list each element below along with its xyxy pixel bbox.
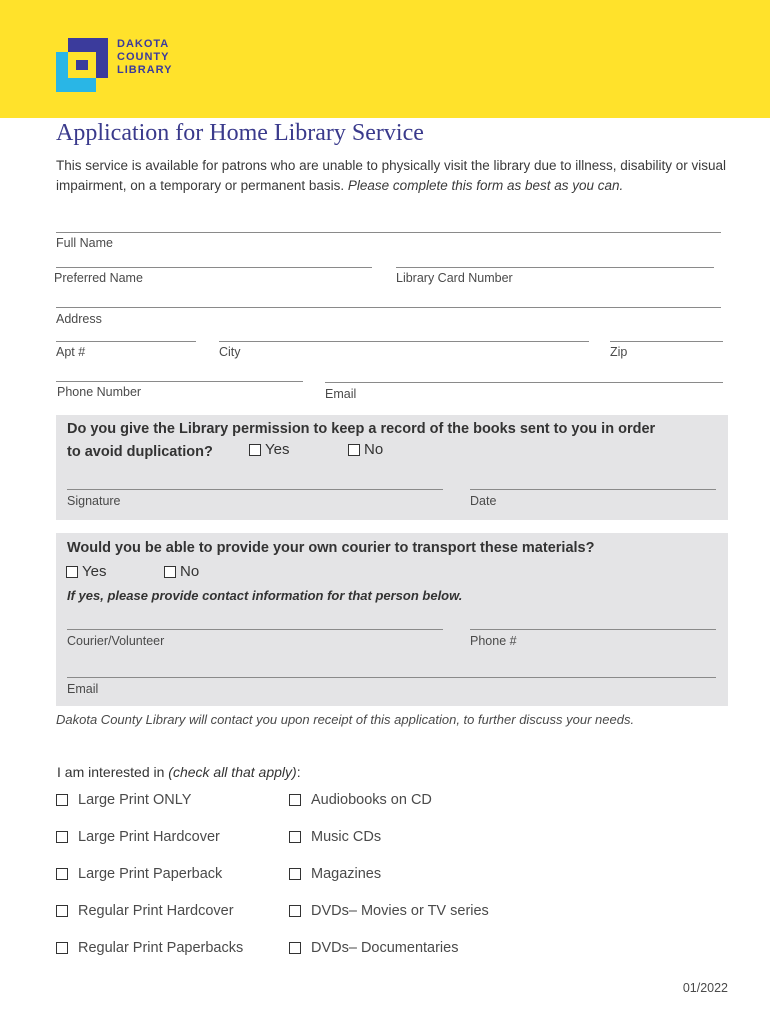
yes-label: Yes	[265, 441, 290, 458]
preferred-name-label: Preferred Name	[54, 271, 143, 285]
checkbox-icon[interactable]	[289, 831, 301, 843]
phone-label: Phone Number	[57, 385, 142, 399]
option-regular-print-hardcover[interactable]	[56, 903, 234, 919]
contact-note: Dakota County Library will contact you upon receipt of this application, to further discuss your needs.	[56, 712, 635, 727]
signature-field[interactable]	[67, 489, 443, 490]
library-wordmark	[117, 38, 172, 77]
address-label: Address	[56, 312, 102, 326]
option-large-print-paperback[interactable]	[56, 866, 222, 882]
checkbox-icon[interactable]	[249, 444, 261, 456]
option-label: Large Print ONLY	[78, 792, 192, 808]
checkbox-icon[interactable]	[164, 566, 176, 578]
option-label: Magazines	[311, 866, 382, 882]
option-label: Large Print Paperback	[78, 866, 223, 882]
page-title: Application for Home Library Service	[56, 120, 424, 146]
option-label: Regular Print Hardcover	[78, 903, 234, 919]
checkbox-icon[interactable]	[289, 794, 301, 806]
date-field[interactable]	[470, 489, 716, 490]
option-label: DVDs– Documentaries	[311, 940, 459, 956]
zip-field[interactable]	[610, 341, 723, 342]
yes-label: Yes	[82, 563, 107, 580]
checkbox-icon[interactable]	[56, 831, 68, 843]
intro-paragraph	[56, 156, 728, 196]
courier-email-label: Email	[67, 682, 99, 696]
option-label: Large Print Hardcover	[78, 829, 220, 845]
email-label: Email	[325, 387, 357, 401]
checkbox-icon[interactable]	[66, 566, 78, 578]
checkbox-icon[interactable]	[56, 868, 68, 880]
apt-field[interactable]	[56, 341, 196, 342]
library-logo	[56, 38, 108, 92]
option-large-print-only[interactable]	[56, 792, 191, 808]
option-label: DVDs– Movies or TV series	[311, 903, 489, 919]
full-name-label: Full Name	[56, 236, 113, 250]
address-field[interactable]	[56, 307, 721, 308]
intro-text: This service is available for patrons who are unable to physically visit the library due to illness, disability or visual impairment, on a temporary or permanent basis.	[56, 158, 727, 193]
checkbox-icon[interactable]	[56, 794, 68, 806]
interest-prefix: I am interested in	[57, 764, 169, 780]
no-label: No	[364, 441, 384, 458]
permission-question-cont: to avoid duplication?	[67, 444, 213, 460]
option-label: Audiobooks on CD	[311, 792, 432, 808]
email-field[interactable]	[325, 382, 723, 383]
library-card-label: Library Card Number	[396, 271, 513, 285]
option-dvds-movies[interactable]	[289, 903, 489, 919]
no-label: No	[180, 563, 200, 580]
city-label: City	[219, 345, 241, 359]
checkbox-icon[interactable]	[348, 444, 360, 456]
apt-label: Apt #	[56, 345, 86, 359]
header-banner	[0, 0, 770, 118]
checkbox-icon[interactable]	[289, 905, 301, 917]
permission-section	[56, 415, 728, 520]
wordmark-line: DAKOTA	[117, 38, 170, 50]
option-dvds-documentaries[interactable]	[289, 940, 458, 956]
phone-field[interactable]	[56, 381, 303, 382]
date-label: Date	[470, 494, 497, 508]
option-audiobooks-cd[interactable]	[289, 792, 432, 808]
full-name-field[interactable]	[56, 232, 721, 233]
permission-no-option[interactable]	[348, 441, 383, 458]
option-large-print-hardcover[interactable]	[56, 829, 220, 845]
interest-suffix: :	[296, 764, 301, 780]
permission-question: Do you give the Library permission to keep a record of the books sent to you in order	[67, 421, 656, 437]
courier-question: Would you be able to provide your own courier to transport these materials?	[67, 540, 595, 556]
option-regular-print-paperbacks[interactable]	[56, 940, 243, 956]
checkbox-icon[interactable]	[289, 942, 301, 954]
wordmark-line: LIBRARY	[117, 64, 173, 76]
checkbox-icon[interactable]	[56, 905, 68, 917]
permission-yes-option[interactable]	[249, 441, 289, 458]
courier-instruction: If yes, please provide contact information for that person below.	[67, 588, 463, 603]
zip-label: Zip	[610, 345, 628, 359]
courier-no-option[interactable]	[164, 563, 199, 580]
courier-section	[56, 533, 728, 706]
courier-email-field[interactable]	[67, 677, 716, 678]
option-music-cds[interactable]	[289, 829, 381, 845]
city-field[interactable]	[219, 341, 589, 342]
courier-yes-option[interactable]	[66, 563, 106, 580]
checkbox-icon[interactable]	[56, 942, 68, 954]
checkbox-icon[interactable]	[289, 868, 301, 880]
courier-phone-field[interactable]	[470, 629, 716, 630]
option-label: Regular Print Paperbacks	[78, 940, 244, 956]
wordmark-line: COUNTY	[117, 51, 170, 63]
library-card-field[interactable]	[396, 267, 714, 268]
courier-label: Courier/Volunteer	[67, 634, 165, 648]
option-magazines[interactable]	[289, 866, 381, 882]
interest-heading	[57, 764, 301, 780]
interest-italic: (check all that apply)	[168, 764, 297, 780]
form-version: 01/2022	[682, 981, 728, 995]
preferred-name-field[interactable]	[56, 267, 372, 268]
intro-italic: Please complete this form as best as you can.	[347, 178, 624, 193]
courier-phone-label: Phone #	[470, 634, 517, 648]
courier-field[interactable]	[67, 629, 443, 630]
signature-label: Signature	[67, 494, 121, 508]
option-label: Music CDs	[311, 829, 382, 845]
